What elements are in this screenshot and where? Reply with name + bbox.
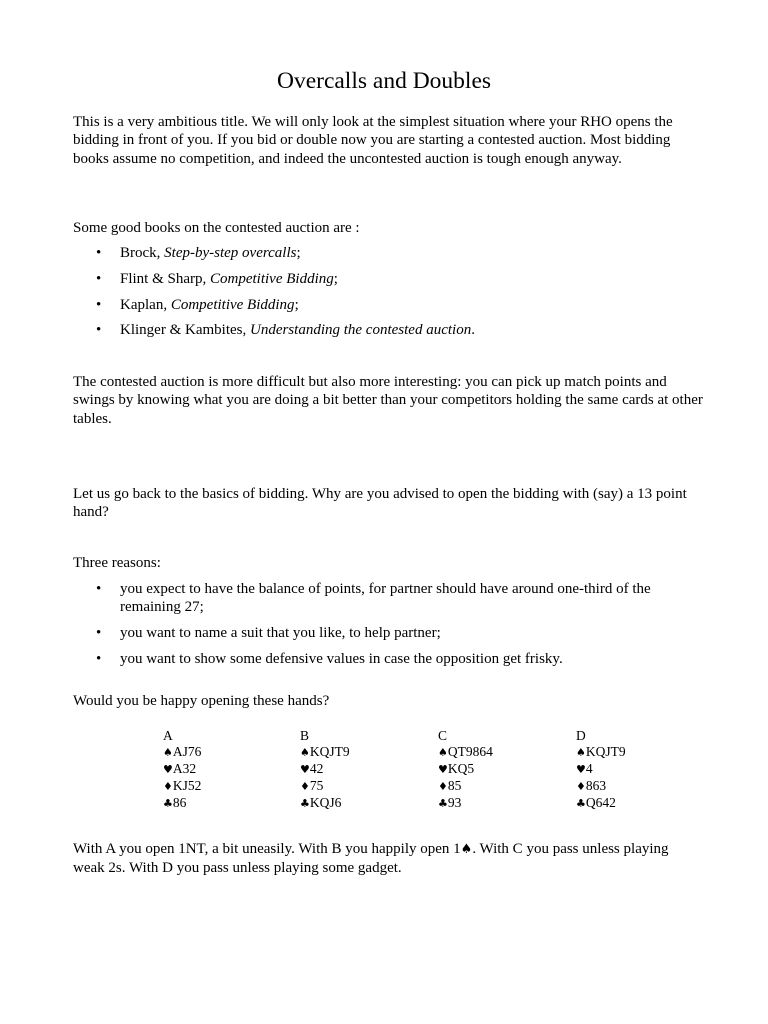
hand-c — [438, 728, 493, 812]
hand-spades: KQJT9 — [585, 744, 626, 759]
spade-icon: ♠ — [438, 746, 448, 759]
book-punct: ; — [294, 297, 299, 313]
club-icon: ♣ — [576, 797, 586, 810]
hand-b — [300, 728, 350, 812]
bullet-icon: • — [96, 322, 102, 338]
book-title: Step-by-step overcalls — [164, 245, 297, 261]
book-punct: . — [471, 322, 475, 338]
heart-icon: ♥ — [163, 763, 173, 776]
hand-diamonds: KJ52 — [172, 778, 202, 793]
books-intro: Some good books on the contested auction are : — [73, 220, 360, 236]
book-title: Competitive Bidding — [170, 297, 295, 313]
contested-paragraph: The contested auction is more difficult but also more interesting: you can pick up match points and swings by knowing what you are doing a bit better than your competitors holding the same cards at other tables. — [73, 374, 703, 427]
bullet-icon: • — [96, 625, 102, 641]
book-author: Brock, — [120, 245, 165, 261]
basics-paragraph: Let us go back to the basics of bidding. Why are you advised to open the bidding with (say) a 13 point hand? — [73, 486, 687, 521]
spade-icon: ♠ — [460, 842, 473, 857]
bullet-icon: • — [96, 245, 102, 261]
spade-icon: ♠ — [576, 746, 586, 759]
hand-hearts: A32 — [172, 761, 197, 776]
conclusion-text: With A you open 1NT, a bit uneasily. With B you happily open 1 — [73, 841, 461, 857]
book-punct: ; — [333, 271, 338, 287]
bullet-icon: • — [96, 581, 102, 597]
hand-label: C — [438, 728, 448, 743]
hand-label: D — [576, 728, 586, 743]
heart-icon: ♥ — [438, 763, 448, 776]
hand-label: A — [163, 728, 173, 743]
book-title: Competitive Bidding — [210, 271, 334, 287]
hand-spades: AJ76 — [172, 744, 202, 759]
hand-a — [163, 728, 201, 812]
hand-clubs: 86 — [172, 795, 187, 810]
bullet-icon: • — [96, 651, 102, 667]
spade-icon: ♠ — [163, 746, 173, 759]
hand-hearts: 4 — [585, 761, 593, 776]
reason-text: you want to show some defensive values in case the opposition get frisky. — [120, 651, 563, 667]
book-title: Understanding the contested auction — [249, 322, 472, 338]
bullet-icon: • — [96, 271, 102, 287]
bullet-icon: • — [96, 297, 102, 313]
intro-paragraph: This is a very ambitious title. We will only look at the simplest situation where your RHO opens the bidding in front of you. If you bid or double now you are starting a contested auction. Most bidding books assume no competition, and indeed the uncontested auction is tough enough anyway. — [73, 114, 673, 167]
hand-clubs: Q642 — [585, 795, 616, 810]
question-paragraph: Would you be happy opening these hands? — [73, 693, 330, 709]
hand-spades: QT9864 — [447, 744, 493, 759]
reason-text: you expect to have the balance of points, for partner should have around one-third of the remaining 27; — [120, 581, 651, 616]
club-icon: ♣ — [163, 797, 173, 810]
heart-icon: ♥ — [300, 763, 310, 776]
hand-label: B — [300, 728, 310, 743]
three-reasons-heading: Three reasons: — [73, 555, 161, 571]
spade-icon: ♠ — [300, 746, 310, 759]
heart-icon: ♥ — [576, 763, 586, 776]
conclusion-text: . With C you pass unless playing weak 2s. With D you pass unless playing some gadget. — [73, 841, 669, 877]
club-icon: ♣ — [438, 797, 448, 810]
diamond-icon: ♦ — [438, 780, 448, 793]
hand-diamonds: 75 — [309, 778, 324, 793]
diamond-icon: ♦ — [576, 780, 586, 793]
book-author: Kaplan, — [120, 297, 171, 313]
hand-clubs: 93 — [447, 795, 462, 810]
hand-d — [576, 728, 626, 812]
reason-text: you want to name a suit that you like, to help partner; — [120, 625, 441, 641]
hand-hearts: 42 — [309, 761, 324, 776]
book-author: Flint & Sharp, — [120, 271, 211, 287]
conclusion-paragraph — [73, 840, 703, 878]
hand-spades: KQJT9 — [309, 744, 350, 759]
hand-diamonds: 863 — [585, 778, 607, 793]
book-author: Klinger & Kambites, — [120, 322, 250, 338]
club-icon: ♣ — [300, 797, 310, 810]
book-punct: ; — [296, 245, 301, 261]
hand-clubs: KQJ6 — [309, 795, 342, 810]
hand-hearts: KQ5 — [447, 761, 475, 776]
diamond-icon: ♦ — [300, 780, 310, 793]
page-title: Overcalls and Doubles — [276, 68, 492, 94]
hand-diamonds: 85 — [447, 778, 462, 793]
diamond-icon: ♦ — [163, 780, 173, 793]
